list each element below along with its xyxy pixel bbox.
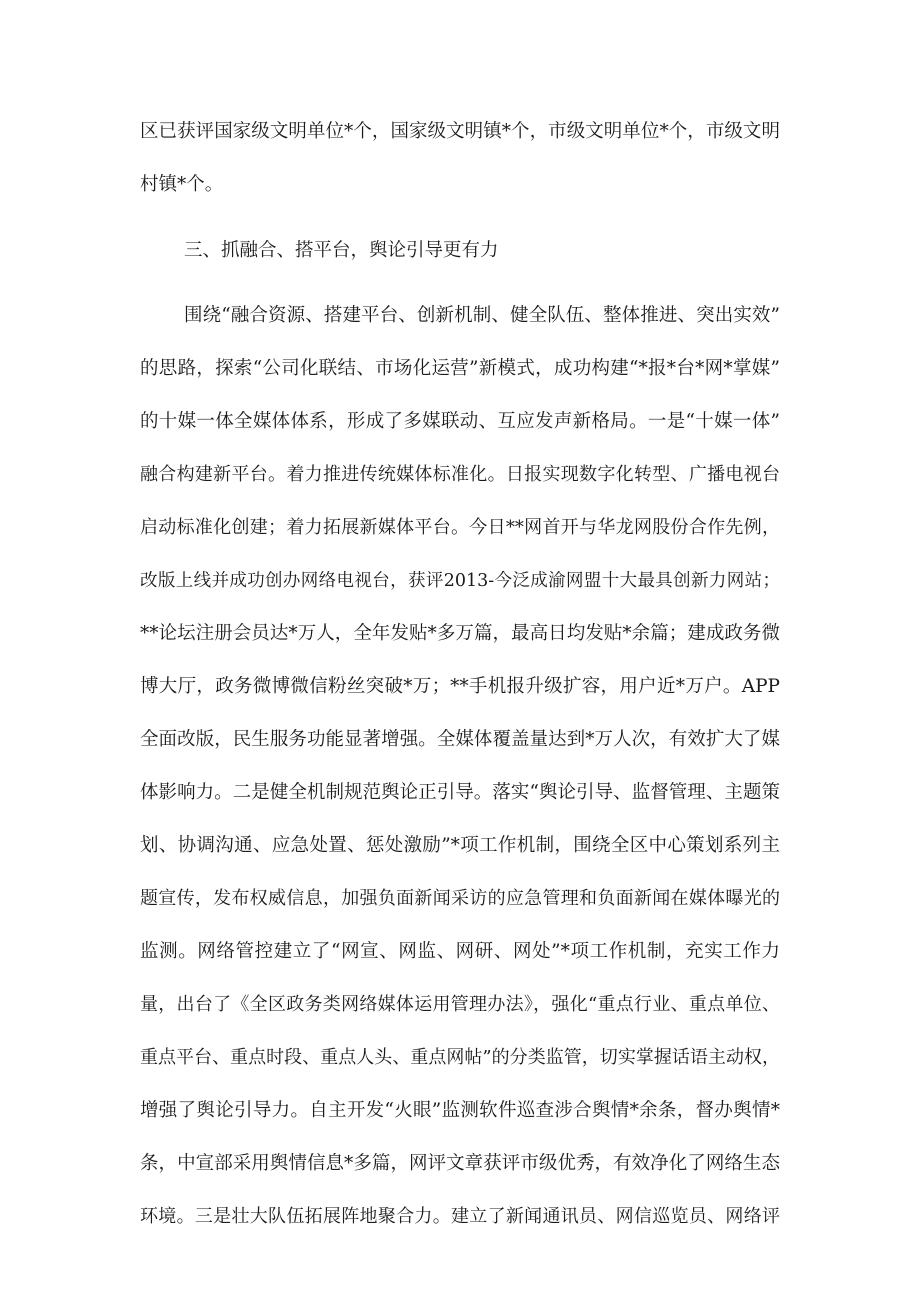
paragraph-line: 划、协调沟通、应急处置、惩处激励”*项工作机制，围绕全区中心策划系列主 [140, 835, 780, 856]
paragraph-line: 改版上线并成功创办网络电视台，获评2013-今泛成渝网盟十大最具创新力网站； [140, 571, 780, 591]
paragraph-line: 区已获评国家级文明单位*个，国家级文明镇*个，市级文明单位*个，市级文明 [140, 121, 780, 142]
paragraph-line: 启动标准化创建；着力拓展新媒体平台。今日**网首开与华龙网股份合作先例， [140, 517, 780, 538]
paragraph-line: 量，出台了《全区政务类网络媒体运用管理办法》，强化“重点行业、重点单位、 [140, 994, 780, 1015]
paragraph-line: 体影响力。二是健全机制规范舆论正引导。落实“舆论引导、监督管理、主题策 [140, 782, 780, 803]
paragraph-line: **论坛注册会员达*万人，全年发贴*多万篇，最高日均发贴*余篇；建成政务微 [140, 623, 780, 644]
paragraph-line: 环境。三是壮大队伍拓展阵地聚合力。建立了新闻通讯员、网信巡览员、网络评 [140, 1206, 780, 1227]
paragraph-line: 重点平台、重点时段、重点人头、重点网帖”的分类监管，切实掌握话语主动权， [140, 1047, 780, 1068]
paragraph-line: 博大厅，政务微博微信粉丝突破*万；**手机报升级扩容，用户近*万户。APP [140, 676, 780, 697]
paragraph-line: 围绕“融合资源、搭建平台、创新机制、健全队伍、整体推进、突出实效” [184, 305, 780, 326]
paragraph-line: 的思路，探索“公司化联结、市场化运营”新模式，成功构建“*报*台*网*掌媒” [140, 358, 780, 379]
paragraph-line: 村镇*个。 [140, 174, 224, 195]
paragraph-line: 条，中宣部采用舆情信息*多篇，网评文章获评市级优秀，有效净化了网络生态 [140, 1153, 780, 1174]
paragraph-line: 增强了舆论引导力。自主开发“火眼”监测软件巡查涉合舆情*余条，督办舆情* [140, 1100, 780, 1121]
paragraph-line: 的十媒一体全媒体体系，形成了多媒联动、互应发声新格局。一是“十媒一体” [140, 411, 780, 432]
paragraph-line: 融合构建新平台。着力推进传统媒体标准化。日报实现数字化转型、广播电视台 [140, 464, 780, 485]
paragraph-line: 题宣传，发布权威信息，加强负面新闻采访的应急管理和负面新闻在媒体曝光的 [140, 888, 780, 909]
paragraph-line: 全面改版，民生服务功能显著增强。全媒体覆盖量达到*万人次，有效扩大了媒 [140, 729, 780, 750]
paragraph-line: 监测。网络管控建立了“网宣、网监、网研、网处”*项工作机制，充实工作力 [140, 941, 780, 962]
section-heading: 三、抓融合、搭平台，舆论引导更有力 [184, 240, 499, 261]
